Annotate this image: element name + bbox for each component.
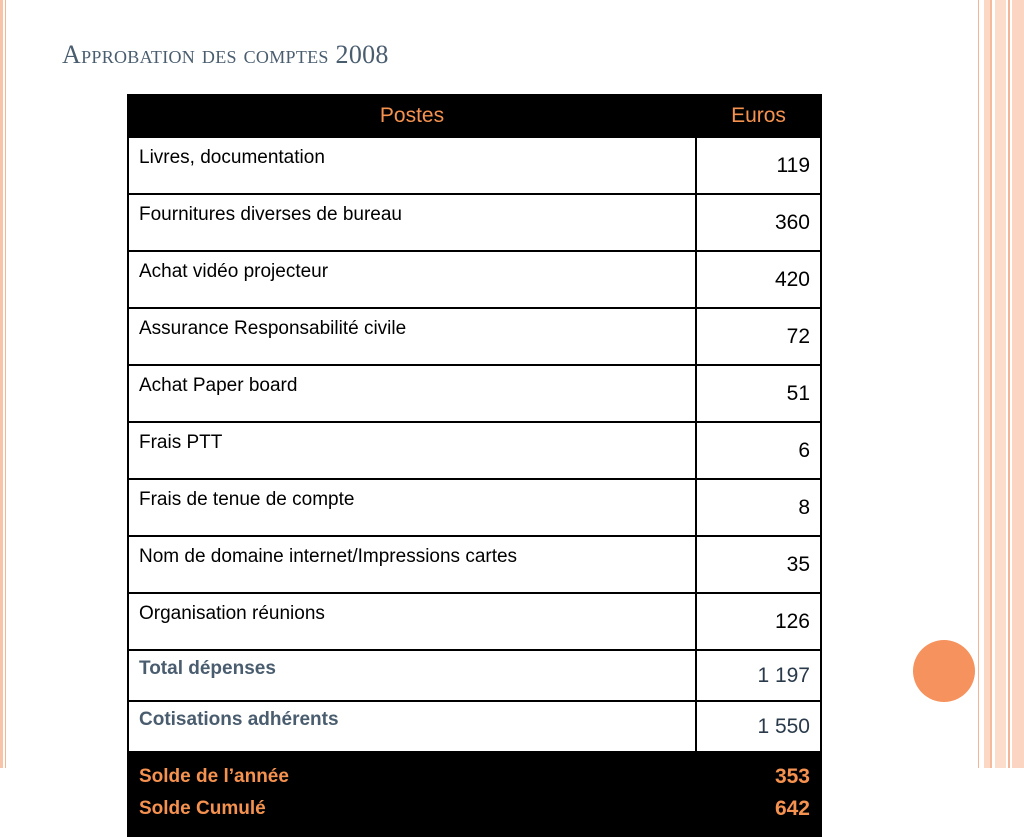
left-decor-stripe-thin: [5, 0, 6, 768]
solde-amounts: [696, 752, 821, 836]
solde-row: [128, 752, 821, 836]
cotisations-amount: 1 550: [696, 701, 821, 752]
row-amount: 8: [696, 479, 821, 536]
table-row: [128, 251, 821, 308]
row-amount: 126: [696, 593, 821, 650]
row-amount: 51: [696, 365, 821, 422]
decorative-circle: [913, 640, 975, 702]
row-label: Livres, documentation: [128, 137, 696, 194]
row-label: Achat Paper board: [128, 365, 696, 422]
right-decor-stripe: [990, 0, 992, 768]
cotisations-label: Cotisations adhérents: [128, 701, 696, 752]
row-amount: 35: [696, 536, 821, 593]
row-amount: 6: [696, 422, 821, 479]
total-depenses-label: Total dépenses: [128, 650, 696, 701]
total-depenses-row: [128, 650, 821, 701]
row-label: Frais de tenue de compte: [128, 479, 696, 536]
solde-cumule-amount: 642: [774, 797, 810, 820]
table-row: [128, 137, 821, 194]
row-amount: 119: [696, 137, 821, 194]
table-row: [128, 422, 821, 479]
row-label: Assurance Responsabilité civile: [128, 308, 696, 365]
budget-table: [127, 94, 822, 837]
table-row: [128, 308, 821, 365]
row-amount: 72: [696, 308, 821, 365]
solde-annee-amount: 353: [774, 765, 810, 788]
slide-title: Approbation des comptes 2008: [62, 40, 389, 69]
solde-annee-label: Solde de l’année: [139, 766, 289, 787]
right-decor-stripe: [978, 0, 979, 768]
right-decor-stripe: [1008, 0, 1010, 768]
table-row: [128, 536, 821, 593]
row-label: Frais PTT: [128, 422, 696, 479]
total-depenses-amount: 1 197: [696, 650, 821, 701]
table-row: [128, 365, 821, 422]
header-postes: Postes: [128, 95, 696, 137]
row-amount: 420: [696, 251, 821, 308]
solde-cumule-label: Solde Cumulé: [139, 798, 266, 819]
cotisations-row: [128, 701, 821, 752]
solde-labels: [128, 752, 696, 836]
row-label: Organisation réunions: [128, 593, 696, 650]
table-row: [128, 593, 821, 650]
row-label: Fournitures diverses de bureau: [128, 194, 696, 251]
row-label: Nom de domaine internet/Impressions cartes: [128, 536, 696, 593]
right-decor-stripe: [995, 0, 1006, 768]
row-amount: 360: [696, 194, 821, 251]
table-header-row: [128, 95, 821, 137]
table-row: [128, 194, 821, 251]
table-row: [128, 479, 821, 536]
row-label: Achat vidéo projecteur: [128, 251, 696, 308]
right-decor-stripe: [1012, 0, 1024, 768]
left-decor-stripe: [0, 0, 3, 768]
header-euros: Euros: [696, 95, 821, 137]
